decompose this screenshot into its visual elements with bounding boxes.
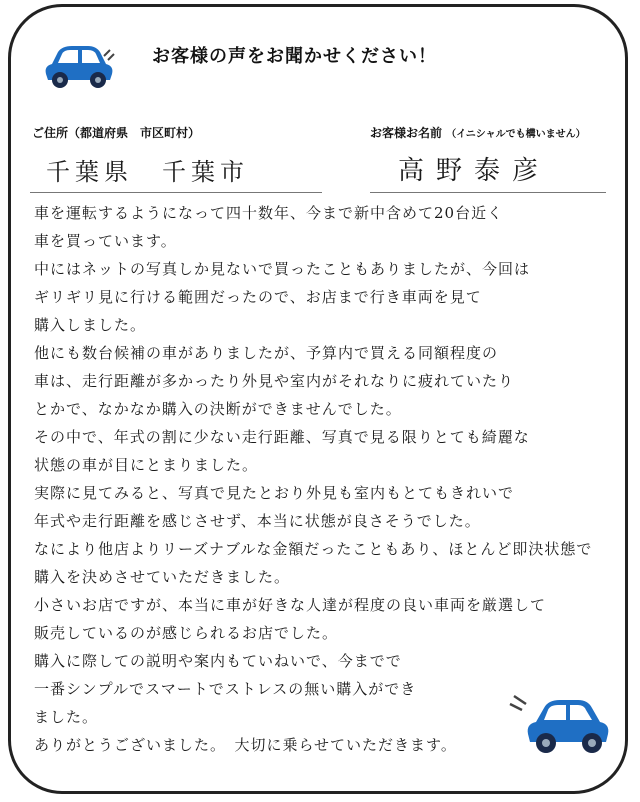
message-line: 他にも数台候補の車がありましたが、予算内で買える同額程度の — [34, 344, 499, 362]
message-line: 車を買っています。 — [34, 232, 177, 250]
message-line: その中で、年式の割に少ない走行距離、写真で見る限りとても綺麗な — [34, 428, 530, 446]
message-line: 購入に際しての説明や案内もていねいで、今までで — [34, 652, 402, 670]
message-line: 状態の車が目にとまりました。 — [34, 456, 259, 474]
page-title: お客様の声をお聞かせください！ — [152, 46, 437, 67]
message-line: 車を運転するようになって四十数年、今まで新中含めて20台近く — [34, 204, 504, 222]
message-line: 購入しました。 — [34, 316, 147, 334]
address-value: 千葉県 千葉市 — [46, 158, 249, 186]
car-icon — [38, 40, 118, 92]
message-line: 車は、走行距離が多かったり外見や室内がそれなりに疲れていたり — [34, 372, 515, 390]
message-line: 販売しているのが感じられるお店でした。 — [34, 624, 339, 642]
message-line: 実際に見てみると、写真で見たとおり外見も室内もとてもきれいで — [34, 484, 515, 502]
message-line: 小さいお店ですが、本当に車が好きな人達が程度の良い車両を厳選して — [34, 596, 547, 614]
message-line: 中にはネットの写真しか見ないで買ったこともありましたが、今回は — [34, 260, 531, 278]
name-underline — [370, 192, 606, 193]
name-value: 高野泰彦 — [398, 156, 551, 186]
name-label-text: お客様お名前 — [370, 126, 443, 140]
message-line: 購入を決めさせていただきました。 — [34, 568, 291, 586]
address-underline — [30, 192, 322, 193]
name-label — [370, 124, 586, 141]
car-icon — [506, 688, 614, 758]
name-label-note: （イニシャルでも構いません） — [446, 129, 586, 140]
message-line: 年式や走行距離を感じさせず、本当に状態が良さそうでした。 — [34, 512, 481, 530]
address-label: ご住所（都道府県 市区町村） — [32, 126, 201, 140]
message-line: なにより他店よりリーズナブルな金額だったこともあり、ほとんど即決状態で — [34, 540, 593, 558]
message-line: ました。 — [34, 708, 99, 726]
message-line: とかで、なかなか購入の決断ができませんでした。 — [34, 400, 402, 418]
message-line: ギリギリ見に行ける範囲だったので、お店まで行き車両を見て — [34, 288, 482, 306]
message-line: 一番シンプルでスマートでストレスの無い購入ができ — [34, 680, 417, 698]
message-line: ありがとうございました。 大切に乗らせていただきます。 — [34, 736, 457, 754]
